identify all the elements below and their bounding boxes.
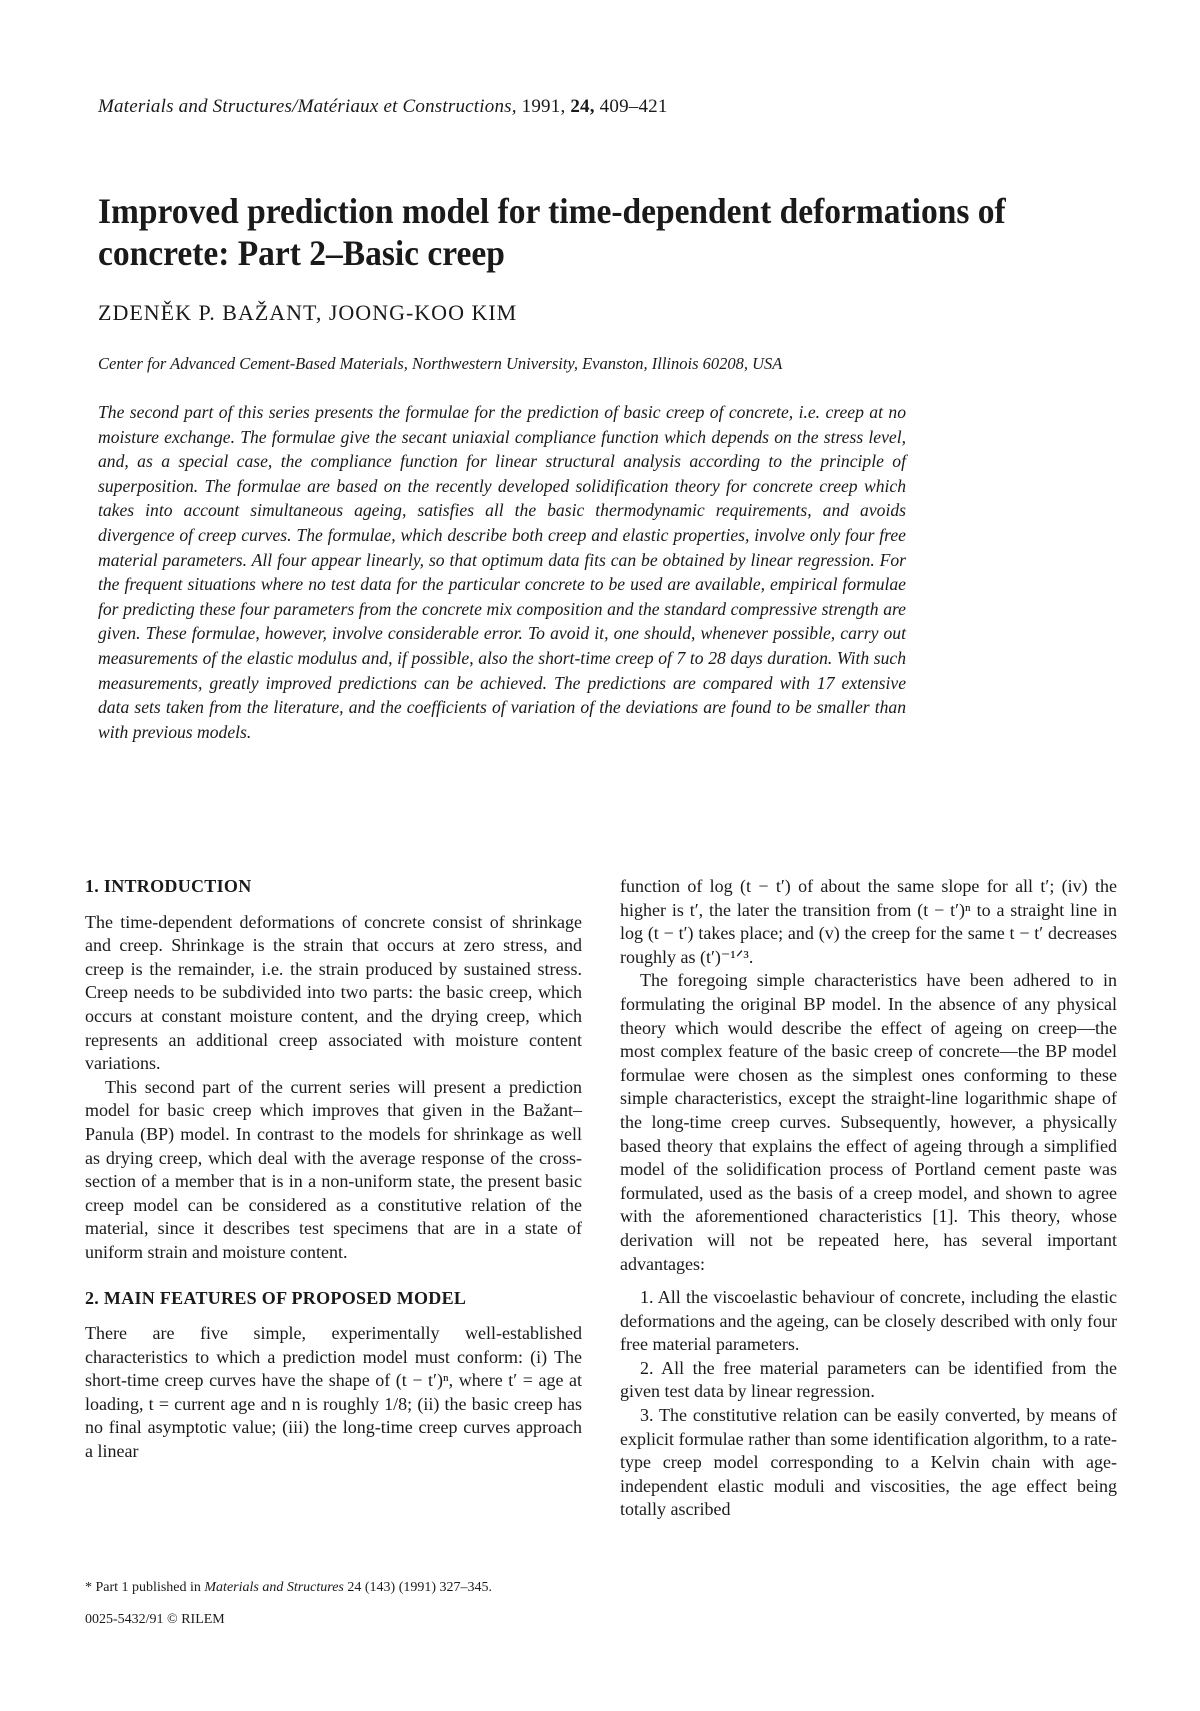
abstract: The second part of this series presents the formulae for the prediction of basic creep of concrete, i.e. creep at no moisture exchange. The formulae give the secant uniaxial compliance function which depends on the stress level, and, as a special case, the compliance function for linear structural analysis according to the principle of superposition. The formulae are based on the recently developed solidification theory for concrete creep which takes into account simultaneous ageing, satisfies all the basic thermodynamic requirements, and avoids divergence of creep curves. The formulae, which describe both creep and elastic properties, involve only four free material parameters. All four appear linearly, so that optimum data fits can be obtained by linear regression. For the frequent situations where no test data for the particular concrete to be used are available, empirical formulae for predicting these four parameters from the concrete mix composition and the standard compressive strength are given. These formulae, however, involve considerable error. To avoid it, one should, whenever possible, carry out measurements of the elastic modulus and, if possible, also the short-time creep of 7 to 28 days duration. With such measurements, greatly improved predictions can be achieved. The predictions are compared with 17 extensive data sets taken from the literature, and the coefficients of variation of the deviations are found to be smaller than with previous models. (98, 402, 906, 742)
section-heading: 1. INTRODUCTION (85, 876, 252, 896)
journal-name: Materials and Structures/Matériaux et Constructions, (98, 96, 517, 117)
paragraph: There are five simple, experimentally well-established characteristics to which a prediction model must conform: (i) The short-time creep curves have the shape of (t − t′)ⁿ, where t′ = age at loading, t = current age and n is roughly 1/8; (ii) the basic creep has no final asymptotic value; (iii) the long-time creep curves approach a linear (85, 1323, 582, 1462)
section-heading: 2. MAIN FEATURES OF PROPOSED MODEL (85, 1287, 467, 1308)
footnote-ref: 24 (143) (1991) 327–345. (347, 1580, 493, 1595)
paragraph: function of log (t − t′) of about the same slope for all t′; (iv) the higher is t′, the later the transition from (t − t′)ⁿ to a straight line in log (t − t′) takes place; and (v) the creep for the same t − t′ decreases roughly as (t′)⁻¹ᐟ³. (620, 876, 1117, 967)
affiliation: Center for Advanced Cement-Based Materials, Northwestern University, Evanston, Illinois 60208, USA (98, 354, 783, 373)
list-item: 3. The constitutive relation can be easily converted, by means of explicit formulae rather than some identification algorithm, to a rate-type creep model corresponding to a Kelvin chain with age-independent elastic moduli and viscosities, the age effect being totally ascribed (620, 1405, 1117, 1520)
paper-title: Improved prediction model for time-dependent deformations of concrete: Part 2–Basic creep (98, 191, 1006, 273)
footnote (85, 1580, 492, 1596)
journal-year: 1991, (521, 96, 566, 117)
list-item: 2. All the free material parameters can be identified from the given test data by linear regression. (620, 1357, 1117, 1402)
list-item: 1. All the viscoelastic behaviour of concrete, including the elastic deformations and the ageing, can be closely described with only four free material parameters. (620, 1287, 1117, 1355)
paragraph: This second part of the current series will present a prediction model for basic creep which improves that given in the Bažant–Panula (BP) model. In contrast to the models for shrinkage as well as drying creep, which deal with the average response of the cross-section of a member that is in a non-uniform state, the present basic creep model can be considered as a constitutive relation of the material, since it describes test specimens that are in a state of uniform strain and moisture content. (85, 1076, 582, 1262)
issn-copyright: 0025-5432/91 © RILEM (85, 1612, 225, 1627)
journal-citation (98, 96, 668, 118)
journal-volume: 24, (570, 96, 595, 117)
right-column (620, 875, 1117, 1522)
journal-pages: 409–421 (599, 96, 668, 117)
left-column (85, 875, 582, 1464)
footnote-journal: Materials and Structures (204, 1580, 344, 1595)
paragraph: The time-dependent deformations of concrete consist of shrinkage and creep. Shrinkage is the strain that occurs at zero stress, and creep is the remainder, i.e. the strain produced by sustained stress. Creep needs to be subdivided into two parts: the basic creep, which occurs at constant moisture content, and the drying creep, which represents an additional creep associated with moisture content variations. (85, 911, 582, 1074)
paragraph: The foregoing simple characteristics have been adhered to in formulating the original BP model. In the absence of any physical theory which would describe the effect of ageing on creep—the most complex feature of the basic creep of concrete—the BP model formulae were chosen as the simplest ones conforming to these simple characteristics, except the straight-line logarithmic shape of the long-time creep curves. Subsequently, however, a physically based theory that explains the effect of ageing through a simplified model of the solidification process of Portland cement paste was formulated, used as the basis of a creep model, and shown to agree with the aforementioned characteristics [1]. This theory, whose derivation will not be repeated here, has several important advantages: (620, 970, 1117, 1274)
authors: ZDENĚK P. BAŽANT, JOONG-KOO KIM (98, 300, 518, 325)
footnote-prefix: * Part 1 published in (85, 1580, 201, 1595)
